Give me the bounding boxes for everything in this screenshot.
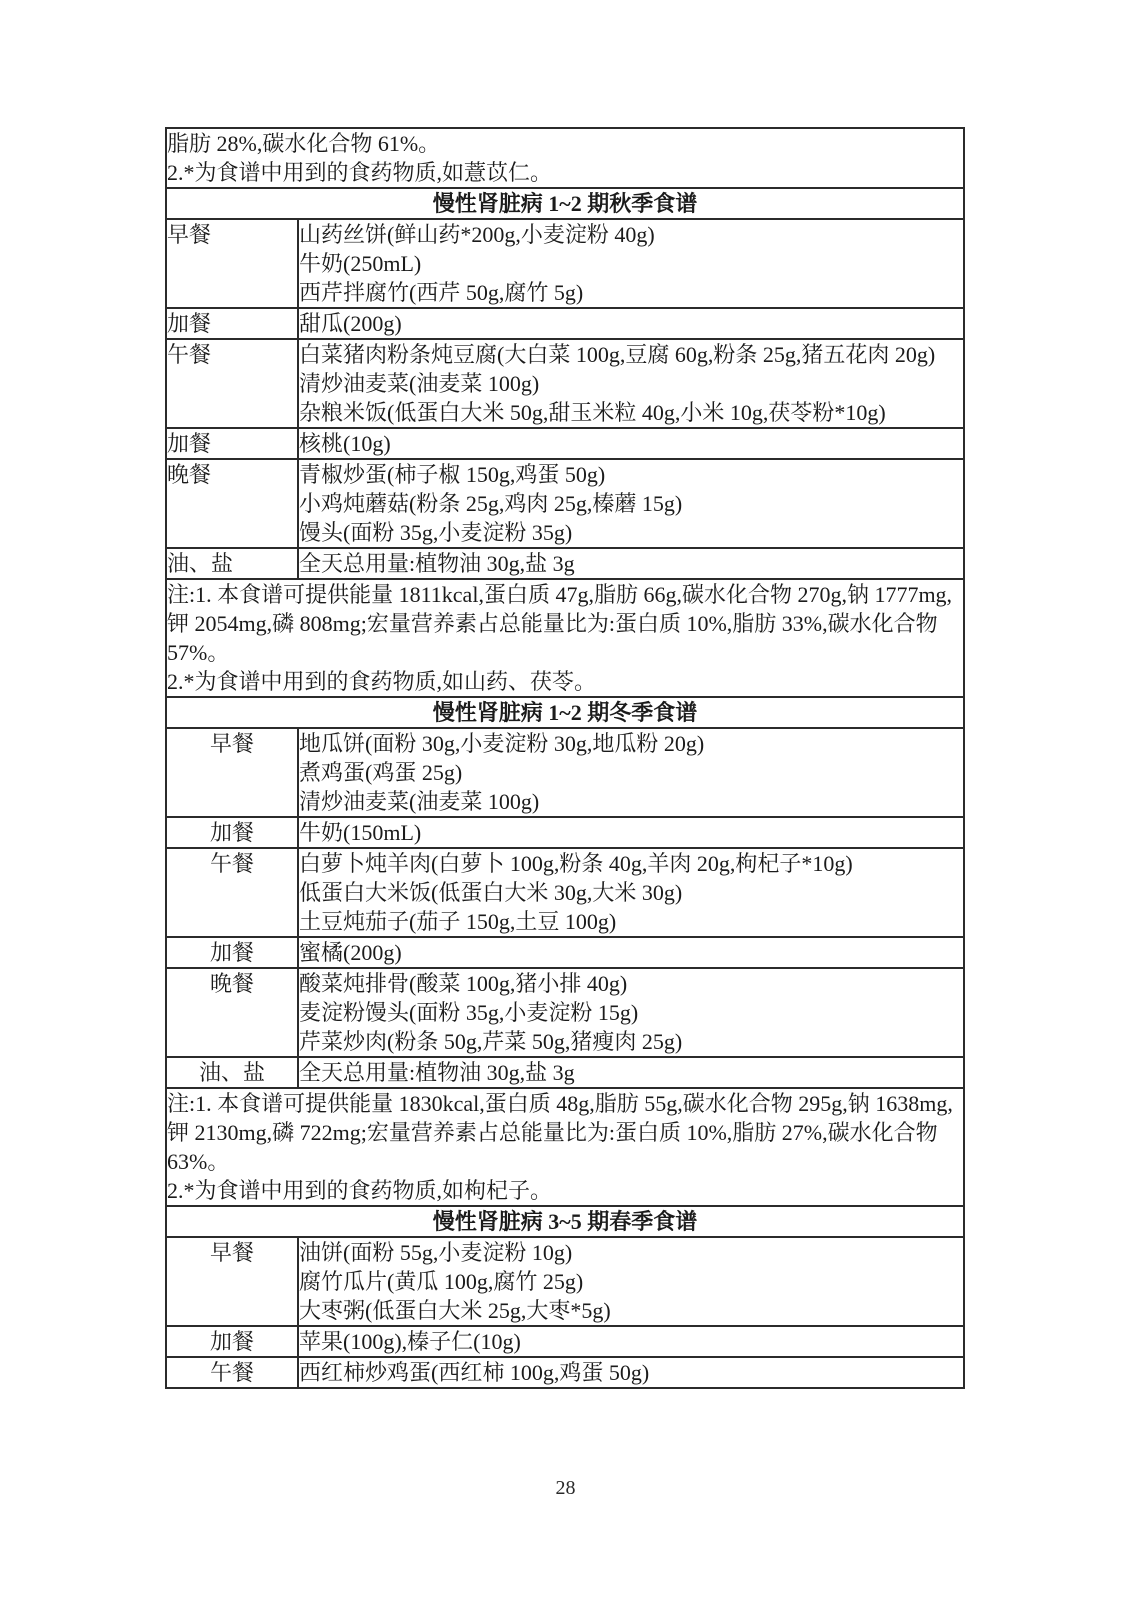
meal-row-lunch — [166, 339, 964, 428]
table-title-row-autumn — [166, 188, 964, 219]
dish-item: 全天总用量:植物油 30g,盐 3g — [299, 551, 575, 576]
dish-item: 蜜橘(200g) — [299, 940, 402, 965]
dish-item: 馒头(面粉 35g,小麦淀粉 35g) — [299, 520, 573, 545]
dish-item: 山药丝饼(鲜山药*200g,小麦淀粉 40g) — [299, 222, 655, 247]
dish-item: 小鸡炖蘑菇(粉条 25g,鸡肉 25g,榛蘑 15g) — [299, 491, 683, 516]
meal-label: 午餐 — [166, 1357, 298, 1388]
meal-row-breakfast — [166, 219, 964, 308]
meal-items-cell — [298, 1237, 964, 1326]
dish-item: 甜瓜(200g) — [299, 311, 402, 336]
meal-label: 加餐 — [166, 937, 298, 968]
meal-label: 早餐 — [166, 728, 298, 817]
meal-row-breakfast — [166, 728, 964, 817]
dish-item: 低蛋白大米饭(低蛋白大米 30g,大米 30g) — [299, 880, 683, 905]
meal-items-cell — [298, 548, 964, 579]
note-line: 2.*为食谱中用到的食药物质,如薏苡仁。 — [167, 160, 553, 185]
meal-items-cell — [298, 1326, 964, 1357]
dish-item: 地瓜饼(面粉 30g,小麦淀粉 30g,地瓜粉 20g) — [299, 731, 705, 756]
meal-items-cell — [298, 1057, 964, 1088]
dish-item: 牛奶(150mL) — [299, 820, 422, 845]
meal-items-cell — [298, 937, 964, 968]
note-line: 脂肪 28%,碳水化合物 61%。 — [167, 131, 441, 156]
dish-item: 酸菜炖排骨(酸菜 100g,猪小排 40g) — [299, 971, 628, 996]
dish-item: 白萝卜炖羊肉(白萝卜 100g,粉条 40g,羊肉 20g,枸杞子*10g) — [299, 851, 853, 876]
dish-item: 芹菜炒肉(粉条 50g,芹菜 50g,猪瘦肉 25g) — [299, 1029, 683, 1054]
meal-items-cell — [298, 728, 964, 817]
meal-label: 油、盐 — [166, 548, 298, 579]
meal-label: 加餐 — [166, 428, 298, 459]
dish-item: 麦淀粉馒头(面粉 35g,小麦淀粉 15g) — [299, 1000, 639, 1025]
table-title-autumn: 慢性肾脏病 1~2 期秋季食谱 — [166, 188, 964, 219]
dish-item: 全天总用量:植物油 30g,盐 3g — [299, 1060, 575, 1085]
meal-items-cell — [298, 339, 964, 428]
diet-table — [165, 127, 965, 1389]
page-number: 28 — [555, 1477, 576, 1499]
meal-label: 早餐 — [166, 1237, 298, 1326]
meal-items-cell — [298, 308, 964, 339]
meal-row-dinner — [166, 459, 964, 548]
note-line: 注:1. 本食谱可提供能量 1830kcal,蛋白质 48g,脂肪 55g,碳水化合物 295g,钠 1638mg,钾 2130mg,磷 722mg;宏量营养素占总能量比为:蛋白质 10%,脂肪 27%,碳水化合物 63%。 — [167, 1091, 953, 1174]
meal-label: 加餐 — [166, 817, 298, 848]
meal-row-lunch — [166, 1357, 964, 1388]
dish-item: 油饼(面粉 55g,小麦淀粉 10g) — [299, 1240, 573, 1265]
dish-item: 杂粮米饭(低蛋白大米 50g,甜玉米粒 40g,小米 10g,茯苓粉*10g) — [299, 400, 886, 425]
meal-row-breakfast — [166, 1237, 964, 1326]
meal-items-cell — [298, 817, 964, 848]
meal-row-lunch — [166, 848, 964, 937]
dish-item: 西芹拌腐竹(西芹 50g,腐竹 5g) — [299, 280, 584, 305]
meal-row-snack — [166, 817, 964, 848]
note-line: 2.*为食谱中用到的食药物质,如山药、茯苓。 — [167, 669, 597, 694]
dish-item: 核桃(10g) — [299, 431, 391, 456]
meal-items-cell — [298, 219, 964, 308]
dish-item: 青椒炒蛋(柿子椒 150g,鸡蛋 50g) — [299, 462, 606, 487]
dish-item: 白菜猪肉粉条炖豆腐(大白菜 100g,豆腐 60g,粉条 25g,猪五花肉 20g) — [299, 342, 936, 367]
meal-label: 加餐 — [166, 1326, 298, 1357]
dish-item: 清炒油麦菜(油麦菜 100g) — [299, 371, 540, 396]
meal-label: 晚餐 — [166, 459, 298, 548]
meal-label: 加餐 — [166, 308, 298, 339]
dish-item: 土豆炖茄子(茄子 150g,土豆 100g) — [299, 909, 617, 934]
meal-label: 晚餐 — [166, 968, 298, 1057]
note-line: 2.*为食谱中用到的食药物质,如枸杞子。 — [167, 1178, 553, 1203]
meal-row-oil-salt — [166, 548, 964, 579]
meal-label: 午餐 — [166, 339, 298, 428]
dish-item: 西红柿炒鸡蛋(西红柿 100g,鸡蛋 50g) — [299, 1360, 650, 1385]
notes-row — [166, 1088, 964, 1206]
note-continuation-row — [166, 128, 964, 188]
dish-item: 煮鸡蛋(鸡蛋 25g) — [299, 760, 463, 785]
meal-label: 午餐 — [166, 848, 298, 937]
diet-plan-document — [165, 127, 963, 1389]
meal-row-snack — [166, 308, 964, 339]
meal-row-dinner — [166, 968, 964, 1057]
table-title-spring: 慢性肾脏病 3~5 期春季食谱 — [166, 1206, 964, 1237]
table-title-row-winter — [166, 697, 964, 728]
meal-items-cell — [298, 968, 964, 1057]
meal-items-cell — [298, 1357, 964, 1388]
dish-item: 大枣粥(低蛋白大米 25g,大枣*5g) — [299, 1298, 611, 1323]
dish-item: 苹果(100g),榛子仁(10g) — [299, 1329, 521, 1354]
meal-items-cell — [298, 848, 964, 937]
meal-row-snack — [166, 937, 964, 968]
notes-cell — [166, 1088, 964, 1206]
table-title-winter: 慢性肾脏病 1~2 期冬季食谱 — [166, 697, 964, 728]
dish-item: 清炒油麦菜(油麦菜 100g) — [299, 789, 540, 814]
dish-item: 腐竹瓜片(黄瓜 100g,腐竹 25g) — [299, 1269, 584, 1294]
meal-label: 早餐 — [166, 219, 298, 308]
note-line: 注:1. 本食谱可提供能量 1811kcal,蛋白质 47g,脂肪 66g,碳水化合物 270g,钠 1777mg,钾 2054mg,磷 808mg;宏量营养素占总能量比为:蛋白质 10%,脂肪 33%,碳水化合物 57%。 — [167, 582, 953, 665]
notes-cell — [166, 579, 964, 697]
meal-row-snack — [166, 428, 964, 459]
notes-row — [166, 579, 964, 697]
note-continuation-cell — [166, 128, 964, 188]
meal-row-snack — [166, 1326, 964, 1357]
meal-label: 油、盐 — [166, 1057, 298, 1088]
meal-items-cell — [298, 428, 964, 459]
meal-row-oil-salt — [166, 1057, 964, 1088]
table-title-row-spring — [166, 1206, 964, 1237]
dish-item: 牛奶(250mL) — [299, 251, 422, 276]
meal-items-cell — [298, 459, 964, 548]
